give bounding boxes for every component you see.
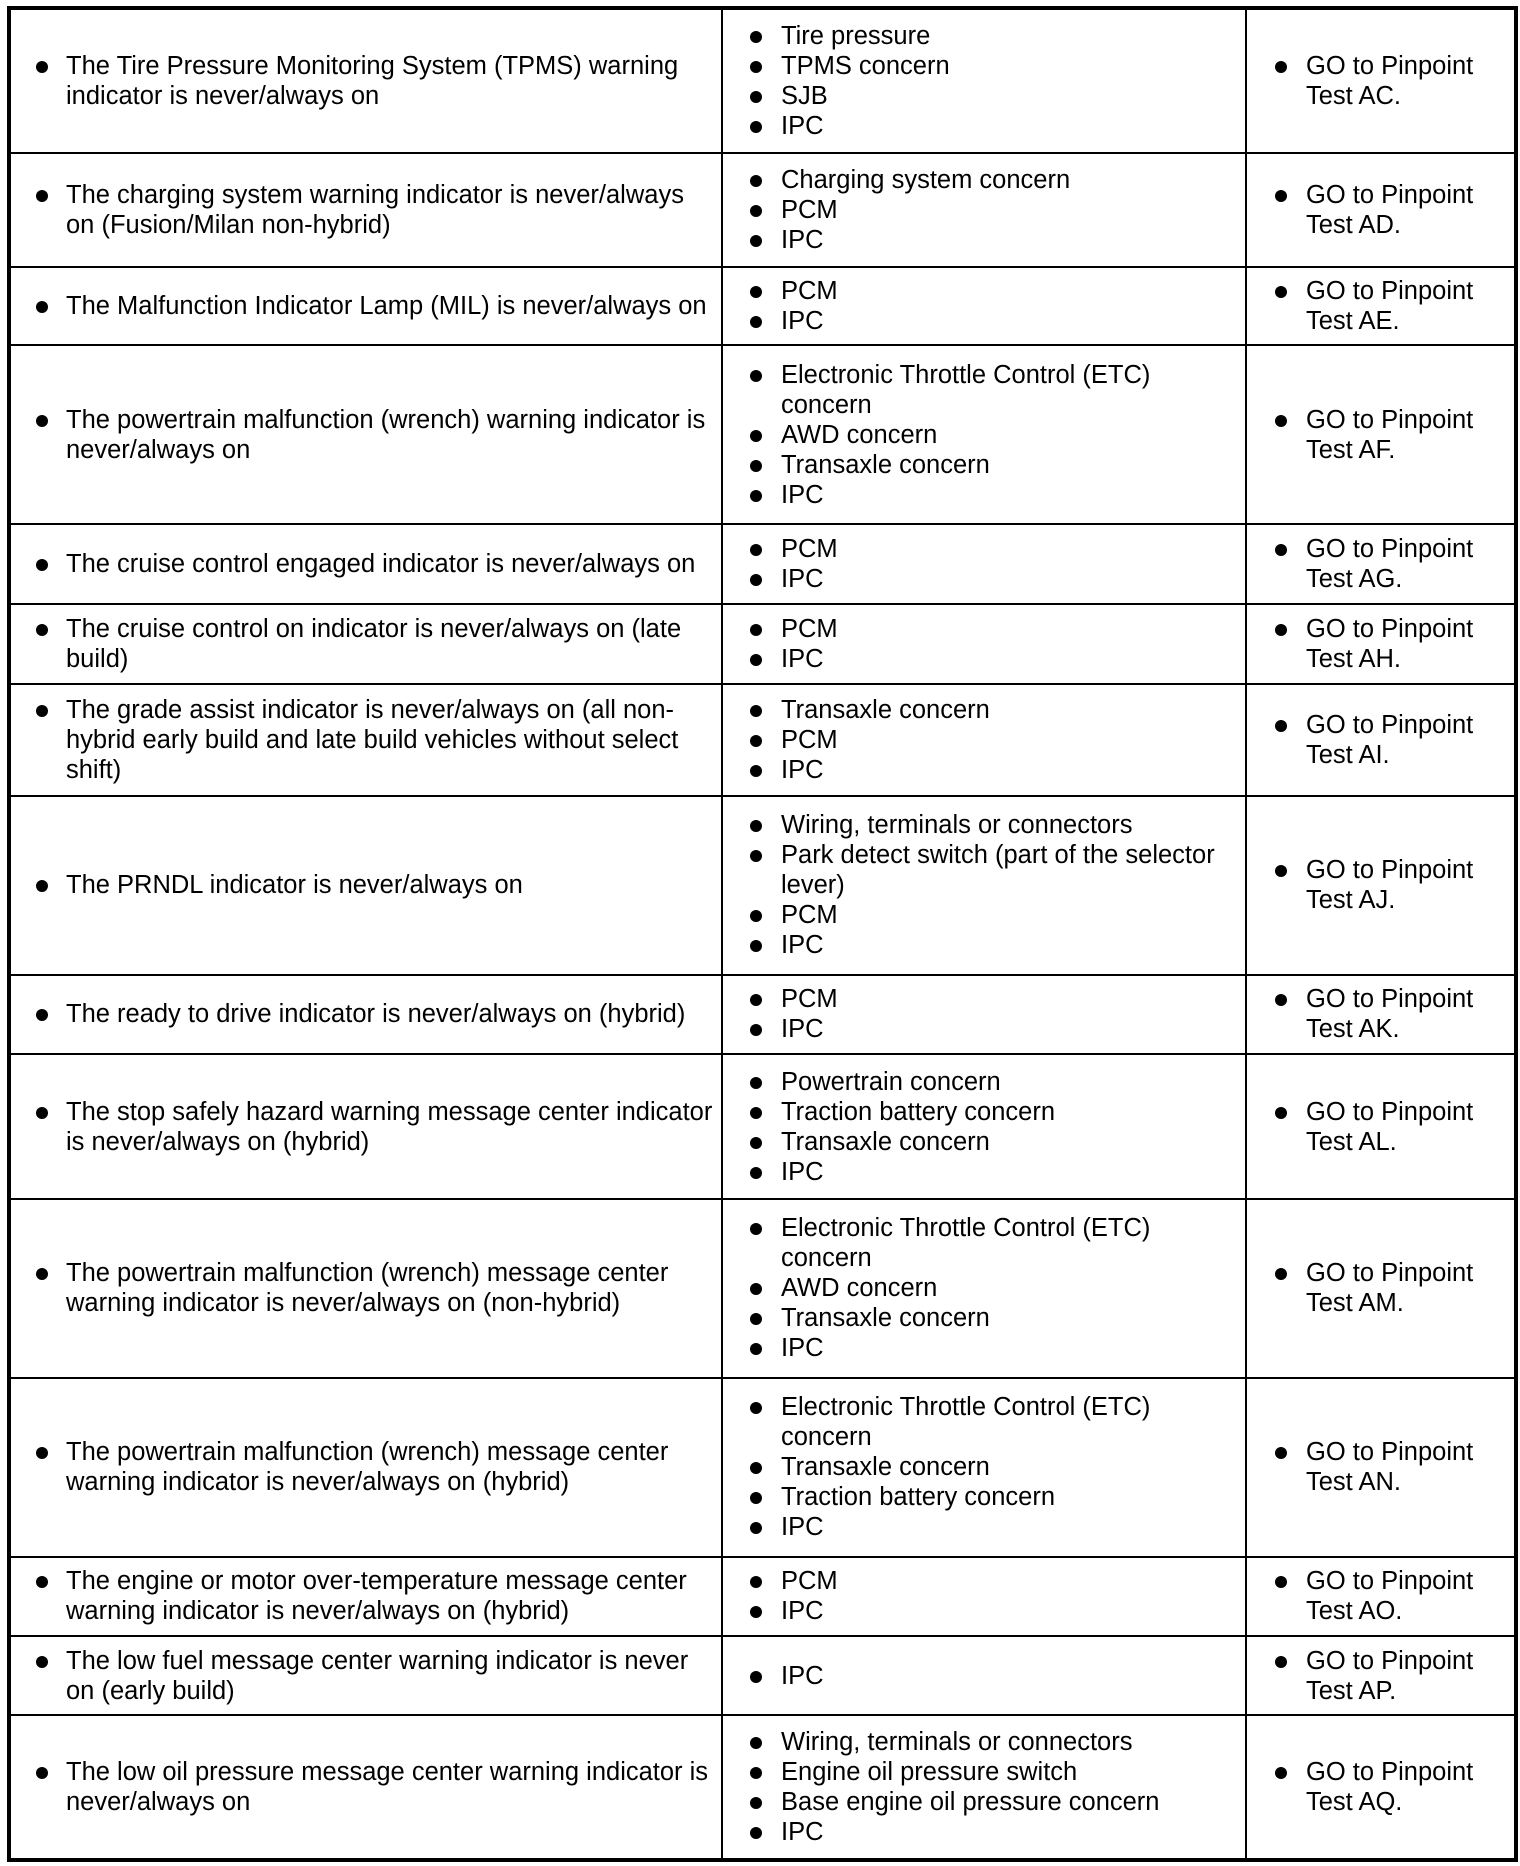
- action-list: [1247, 405, 1514, 465]
- symptom-cell: [9, 345, 722, 524]
- symptom-text: The Tire Pressure Monitoring System (TPMS) warning indicator is never/always on: [11, 51, 721, 111]
- possible-source-item: Electronic Throttle Control (ETC) concern: [723, 360, 1245, 420]
- action-cell: [1246, 8, 1516, 153]
- possible-source-item: IPC: [723, 306, 1245, 336]
- pinpoint-test-action: GO to Pinpoint Test AN.: [1247, 1437, 1514, 1497]
- pinpoint-test-action: GO to Pinpoint Test AI.: [1247, 710, 1514, 770]
- symptom-text: The powertrain malfunction (wrench) message center warning indicator is never/always on (hybrid): [11, 1437, 721, 1497]
- symptom-text: The low fuel message center warning indicator is never on (early build): [11, 1646, 721, 1706]
- action-list: [1247, 1437, 1514, 1497]
- symptom-text: The engine or motor over-temperature message center warning indicator is never/always on (hybrid): [11, 1566, 721, 1626]
- possible-sources-list: [723, 276, 1245, 336]
- symptom-text: The powertrain malfunction (wrench) warning indicator is never/always on: [11, 405, 721, 465]
- pinpoint-test-action: GO to Pinpoint Test AO.: [1247, 1566, 1514, 1626]
- pinpoint-test-action: GO to Pinpoint Test AH.: [1247, 614, 1514, 674]
- action-cell: [1246, 1557, 1516, 1637]
- action-cell: [1246, 1636, 1516, 1715]
- possible-sources-list: [723, 810, 1245, 960]
- action-cell: [1246, 684, 1516, 796]
- possible-source-item: Charging system concern: [723, 165, 1245, 195]
- symptom-list: [11, 1097, 721, 1157]
- possible-sources-list: [723, 165, 1245, 255]
- symptom-list: [11, 180, 721, 240]
- possible-source-item: PCM: [723, 984, 1245, 1014]
- pinpoint-test-action: GO to Pinpoint Test AM.: [1247, 1258, 1514, 1318]
- possible-source-item: Base engine oil pressure concern: [723, 1787, 1245, 1817]
- possible-source-item: Traction battery concern: [723, 1482, 1245, 1512]
- action-cell: [1246, 1378, 1516, 1557]
- action-cell: [1246, 1715, 1516, 1860]
- table-row: [9, 8, 1516, 153]
- possible-source-item: PCM: [723, 900, 1245, 930]
- possible-source-item: IPC: [723, 564, 1245, 594]
- action-list: [1247, 984, 1514, 1044]
- table-row: [9, 796, 1516, 975]
- action-list: [1247, 710, 1514, 770]
- symptom-list: [11, 1566, 721, 1626]
- symptom-list: [11, 549, 721, 579]
- symptom-cell: [9, 1378, 722, 1557]
- possible-sources-cell: [722, 1199, 1246, 1378]
- symptom-cell: [9, 1715, 722, 1860]
- action-cell: [1246, 796, 1516, 975]
- symptom-cell: [9, 796, 722, 975]
- symptom-text: The stop safely hazard warning message center indicator is never/always on (hybrid): [11, 1097, 721, 1157]
- possible-sources-list: [723, 1067, 1245, 1187]
- possible-sources-list: [723, 21, 1245, 141]
- possible-sources-cell: [722, 1715, 1246, 1860]
- action-list: [1247, 855, 1514, 915]
- possible-sources-cell: [722, 524, 1246, 604]
- possible-sources-list: [723, 1566, 1245, 1626]
- possible-sources-list: [723, 1661, 1245, 1691]
- table-row: [9, 267, 1516, 346]
- possible-source-item: PCM: [723, 195, 1245, 225]
- symptom-cell: [9, 1054, 722, 1199]
- symptom-text: The grade assist indicator is never/always on (all non-hybrid early build and late build vehicles without select shift): [11, 695, 721, 785]
- table-row: [9, 524, 1516, 604]
- action-list: [1247, 1258, 1514, 1318]
- possible-source-item: Transaxle concern: [723, 1127, 1245, 1157]
- table-body: [9, 8, 1516, 1860]
- possible-sources-list: [723, 534, 1245, 594]
- possible-sources-list: [723, 1392, 1245, 1542]
- symptom-list: [11, 51, 721, 111]
- symptom-text: The low oil pressure message center warning indicator is never/always on: [11, 1757, 721, 1817]
- symptom-cell: [9, 1199, 722, 1378]
- table-row: [9, 1715, 1516, 1860]
- possible-sources-cell: [722, 1636, 1246, 1715]
- symptom-list: [11, 291, 721, 321]
- table-row: [9, 684, 1516, 796]
- possible-source-item: IPC: [723, 1817, 1245, 1847]
- possible-sources-list: [723, 984, 1245, 1044]
- possible-sources-cell: [722, 345, 1246, 524]
- possible-source-item: IPC: [723, 480, 1245, 510]
- possible-source-item: IPC: [723, 1333, 1245, 1363]
- possible-source-item: IPC: [723, 644, 1245, 674]
- possible-source-item: PCM: [723, 1566, 1245, 1596]
- possible-source-item: IPC: [723, 1596, 1245, 1626]
- pinpoint-test-action: GO to Pinpoint Test AQ.: [1247, 1757, 1514, 1817]
- pinpoint-test-action: GO to Pinpoint Test AJ.: [1247, 855, 1514, 915]
- symptom-text: The PRNDL indicator is never/always on: [11, 870, 721, 900]
- action-cell: [1246, 604, 1516, 684]
- table-row: [9, 1636, 1516, 1715]
- symptom-text: The ready to drive indicator is never/always on (hybrid): [11, 999, 721, 1029]
- table-row: [9, 1054, 1516, 1199]
- possible-source-item: IPC: [723, 111, 1245, 141]
- possible-sources-cell: [722, 1378, 1246, 1557]
- possible-sources-list: [723, 1213, 1245, 1363]
- possible-source-item: IPC: [723, 1661, 1245, 1691]
- symptom-text: The cruise control on indicator is never/always on (late build): [11, 614, 721, 674]
- pinpoint-test-action: GO to Pinpoint Test AC.: [1247, 51, 1514, 111]
- possible-sources-cell: [722, 1557, 1246, 1637]
- possible-source-item: IPC: [723, 1014, 1245, 1044]
- possible-source-item: PCM: [723, 534, 1245, 564]
- possible-source-item: TPMS concern: [723, 51, 1245, 81]
- symptom-text: The cruise control engaged indicator is never/always on: [11, 549, 721, 579]
- possible-source-item: Electronic Throttle Control (ETC) concern: [723, 1213, 1245, 1273]
- possible-sources-list: [723, 1727, 1245, 1847]
- pinpoint-test-action: GO to Pinpoint Test AD.: [1247, 180, 1514, 240]
- possible-sources-cell: [722, 796, 1246, 975]
- action-list: [1247, 1097, 1514, 1157]
- action-list: [1247, 1646, 1514, 1706]
- symptom-text: The powertrain malfunction (wrench) message center warning indicator is never/always on (non-hybrid): [11, 1258, 721, 1318]
- possible-source-item: Traction battery concern: [723, 1097, 1245, 1127]
- symptom-cell: [9, 1636, 722, 1715]
- symptom-text: The Malfunction Indicator Lamp (MIL) is never/always on: [11, 291, 721, 321]
- possible-source-item: PCM: [723, 276, 1245, 306]
- possible-sources-list: [723, 695, 1245, 785]
- table-row: [9, 153, 1516, 267]
- possible-source-item: PCM: [723, 614, 1245, 644]
- table-row: [9, 1378, 1516, 1557]
- symptom-list: [11, 999, 721, 1029]
- table-row: [9, 975, 1516, 1055]
- symptom-list: [11, 695, 721, 785]
- symptom-list: [11, 1258, 721, 1318]
- possible-sources-list: [723, 614, 1245, 674]
- possible-source-item: IPC: [723, 755, 1245, 785]
- possible-source-item: Powertrain concern: [723, 1067, 1245, 1097]
- possible-source-item: Electronic Throttle Control (ETC) concern: [723, 1392, 1245, 1452]
- symptom-chart-table: [7, 6, 1518, 1862]
- possible-source-item: Transaxle concern: [723, 1452, 1245, 1482]
- possible-source-item: PCM: [723, 725, 1245, 755]
- possible-sources-list: [723, 360, 1245, 510]
- symptom-cell: [9, 267, 722, 346]
- symptom-list: [11, 1757, 721, 1817]
- pinpoint-test-action: GO to Pinpoint Test AF.: [1247, 405, 1514, 465]
- action-cell: [1246, 1199, 1516, 1378]
- possible-source-item: SJB: [723, 81, 1245, 111]
- pinpoint-test-action: GO to Pinpoint Test AE.: [1247, 276, 1514, 336]
- action-list: [1247, 276, 1514, 336]
- pinpoint-test-action: GO to Pinpoint Test AG.: [1247, 534, 1514, 594]
- table-row: [9, 1557, 1516, 1637]
- possible-source-item: Transaxle concern: [723, 695, 1245, 725]
- table-row: [9, 604, 1516, 684]
- pinpoint-test-action: GO to Pinpoint Test AL.: [1247, 1097, 1514, 1157]
- possible-source-item: IPC: [723, 1512, 1245, 1542]
- symptom-list: [11, 870, 721, 900]
- table-row: [9, 345, 1516, 524]
- action-list: [1247, 534, 1514, 594]
- pinpoint-test-action: GO to Pinpoint Test AK.: [1247, 984, 1514, 1044]
- action-cell: [1246, 524, 1516, 604]
- possible-source-item: Transaxle concern: [723, 1303, 1245, 1333]
- possible-sources-cell: [722, 8, 1246, 153]
- possible-source-item: Tire pressure: [723, 21, 1245, 51]
- symptom-text: The charging system warning indicator is never/always on (Fusion/Milan non-hybrid): [11, 180, 721, 240]
- action-list: [1247, 180, 1514, 240]
- symptom-list: [11, 1646, 721, 1706]
- possible-sources-cell: [722, 604, 1246, 684]
- symptom-cell: [9, 684, 722, 796]
- possible-source-item: IPC: [723, 1157, 1245, 1187]
- action-cell: [1246, 345, 1516, 524]
- action-list: [1247, 1757, 1514, 1817]
- symptom-cell: [9, 524, 722, 604]
- symptom-cell: [9, 604, 722, 684]
- possible-source-item: AWD concern: [723, 420, 1245, 450]
- action-cell: [1246, 1054, 1516, 1199]
- possible-source-item: Wiring, terminals or connectors: [723, 810, 1245, 840]
- possible-sources-cell: [722, 1054, 1246, 1199]
- possible-source-item: Park detect switch (part of the selector lever): [723, 840, 1245, 900]
- possible-sources-cell: [722, 975, 1246, 1055]
- possible-source-item: AWD concern: [723, 1273, 1245, 1303]
- action-cell: [1246, 267, 1516, 346]
- symptom-cell: [9, 1557, 722, 1637]
- symptom-list: [11, 1437, 721, 1497]
- possible-source-item: IPC: [723, 930, 1245, 960]
- possible-sources-cell: [722, 684, 1246, 796]
- action-list: [1247, 51, 1514, 111]
- possible-sources-cell: [722, 153, 1246, 267]
- action-list: [1247, 1566, 1514, 1626]
- symptom-list: [11, 614, 721, 674]
- possible-source-item: Transaxle concern: [723, 450, 1245, 480]
- symptom-cell: [9, 8, 722, 153]
- possible-source-item: Engine oil pressure switch: [723, 1757, 1245, 1787]
- action-cell: [1246, 153, 1516, 267]
- table-row: [9, 1199, 1516, 1378]
- possible-sources-cell: [722, 267, 1246, 346]
- symptom-cell: [9, 975, 722, 1055]
- action-list: [1247, 614, 1514, 674]
- symptom-list: [11, 405, 721, 465]
- possible-source-item: Wiring, terminals or connectors: [723, 1727, 1245, 1757]
- possible-source-item: IPC: [723, 225, 1245, 255]
- pinpoint-test-action: GO to Pinpoint Test AP.: [1247, 1646, 1514, 1706]
- action-cell: [1246, 975, 1516, 1055]
- symptom-cell: [9, 153, 722, 267]
